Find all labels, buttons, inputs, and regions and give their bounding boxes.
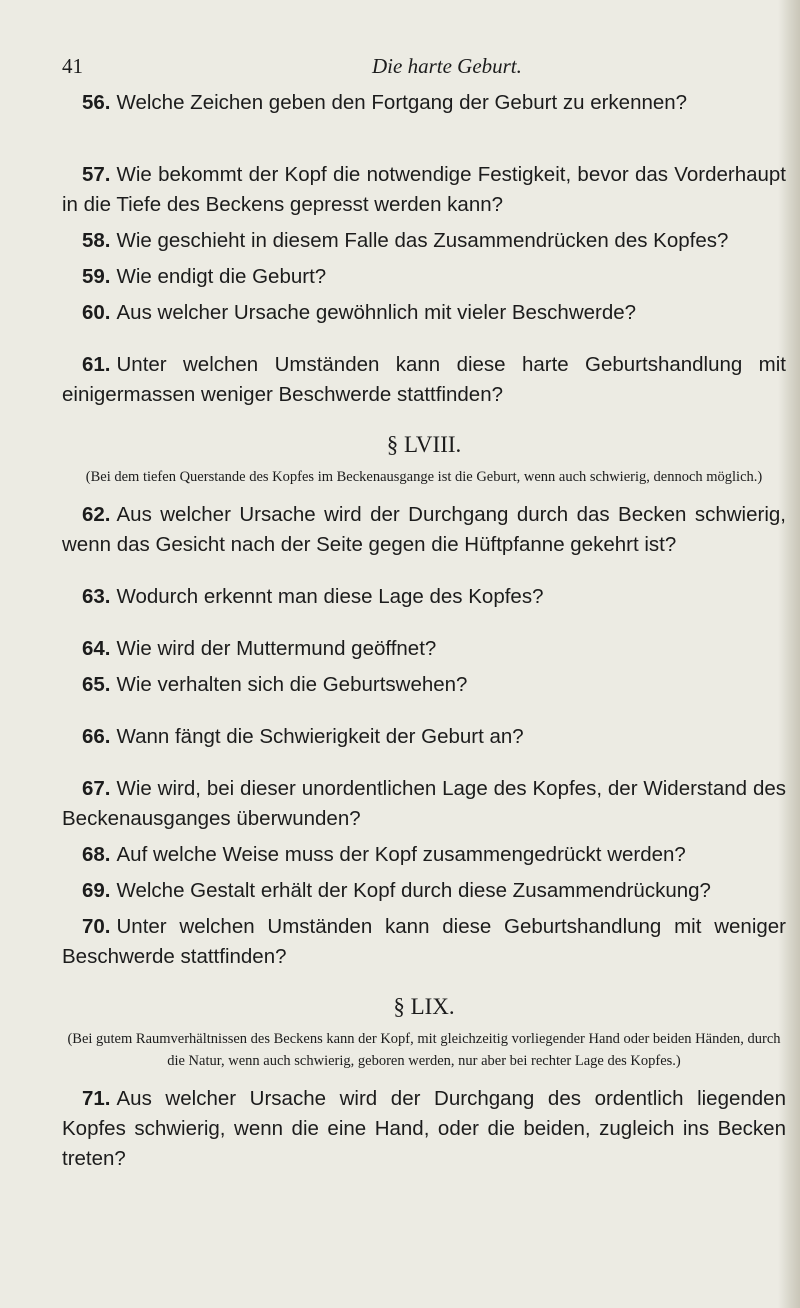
question-text: Wie wird der Muttermund geöffnet? [116, 637, 437, 660]
question-61 [62, 350, 786, 410]
question-number: 70. [82, 915, 111, 938]
question-text: Aus welcher Ursache wird der Durchgang durch das Becken schwierig, wenn das Gesicht nach der Seite gegen die Hüftpfanne gekehrt ist? [62, 503, 786, 556]
question-65 [62, 670, 786, 700]
question-62 [62, 500, 786, 560]
question-number: 71. [82, 1087, 111, 1110]
question-number: 56. [82, 91, 111, 114]
running-title: Die harte Geburt. [372, 54, 522, 78]
question-text: Welche Zeichen geben den Fortgang der Geburt zu erkennen? [116, 91, 688, 114]
question-56 [62, 88, 786, 118]
question-text: Wann fängt die Schwierigkeit der Geburt an? [116, 725, 524, 748]
question-text: Wie verhalten sich die Geburtswehen? [116, 673, 468, 696]
page-body [62, 88, 786, 1174]
question-64 [62, 634, 786, 664]
question-number: 60. [82, 301, 111, 324]
question-number: 69. [82, 879, 111, 902]
section-note-lix: (Bei gutem Raumverhältnissen des Beckens kann der Kopf, mit gleichzeitig vorliegender Hand oder beiden Händen, durch die Natur, wenn auch schwierig, geboren werden, nur aber bei rechter Lage des Kopfes.) [67, 1031, 781, 1069]
page-number: 41 [62, 54, 83, 78]
section-heading-lix: § LIX. [393, 994, 455, 1019]
question-number: 63. [82, 585, 111, 608]
question-60 [62, 298, 786, 328]
question-text: Wie bekommt der Kopf die notwendige Festigkeit, bevor das Vorderhaupt in die Tiefe des Beckens gepresst werden kann? [62, 163, 786, 216]
section-note-lviii: (Bei dem tiefen Querstande des Kopfes im Beckenausgange ist die Geburt, wenn auch schwierig, dennoch möglich.) [85, 469, 763, 485]
question-number: 68. [82, 843, 111, 866]
question-66 [62, 722, 786, 752]
question-text: Unter welchen Umständen kann diese harte Geburtshandlung mit einigermassen weniger Beschwerde stattfinden? [62, 353, 786, 406]
question-67 [62, 774, 786, 834]
section-heading-lviii: § LVIII. [386, 432, 462, 457]
question-71 [62, 1084, 786, 1174]
question-text: Auf welche Weise muss der Kopf zusammengedrückt werden? [116, 843, 686, 866]
question-68 [62, 840, 786, 870]
question-text: Wie wird, bei dieser unordentlichen Lage des Kopfes, der Widerstand des Beckenausganges überwunden? [62, 777, 786, 830]
question-number: 57. [82, 163, 111, 186]
question-59 [62, 262, 786, 292]
question-text: Wodurch erkennt man diese Lage des Kopfes? [116, 585, 544, 608]
question-text: Wie endigt die Geburt? [116, 265, 327, 288]
question-57 [62, 160, 786, 220]
question-70 [62, 912, 786, 972]
question-number: 65. [82, 673, 111, 696]
question-number: 59. [82, 265, 111, 288]
question-number: 61. [82, 353, 111, 376]
question-number: 58. [82, 229, 111, 252]
question-63 [62, 582, 786, 612]
question-text: Aus welcher Ursache gewöhnlich mit vieler Beschwerde? [116, 301, 637, 324]
question-number: 67. [82, 777, 111, 800]
question-number: 64. [82, 637, 111, 660]
question-text: Welche Gestalt erhält der Kopf durch diese Zusammendrückung? [116, 879, 711, 902]
question-69 [62, 876, 786, 906]
question-text: Unter welchen Umständen kann diese Geburtshandlung mit weniger Beschwerde stattfinden? [62, 915, 786, 968]
question-number: 66. [82, 725, 111, 748]
question-text: Wie geschieht in diesem Falle das Zusammendrücken des Kopfes? [116, 229, 729, 252]
question-number: 62. [82, 503, 111, 526]
question-58 [62, 226, 786, 256]
question-text: Aus welcher Ursache wird der Durchgang des ordentlich liegenden Kopfes schwierig, wenn die eine Hand, oder die beiden, zugleich ins Becken treten? [62, 1087, 786, 1170]
page-header [62, 54, 762, 84]
